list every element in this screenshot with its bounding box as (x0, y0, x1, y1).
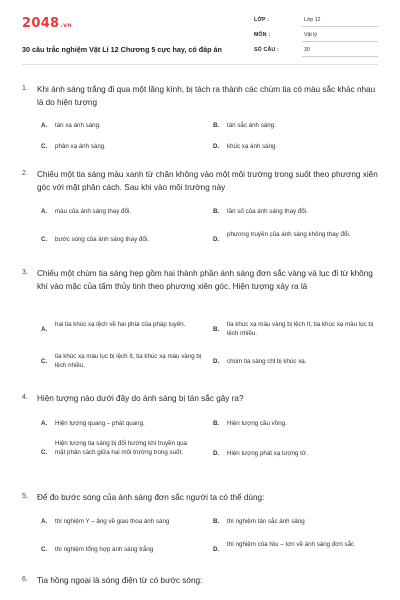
option-key: D. (213, 236, 220, 243)
option-text: tần số của ánh sáng thay đổi. (227, 208, 308, 215)
meta-label: LỚP : (254, 17, 270, 23)
question-text: Để đo bước sóng của ánh sáng đơn sắc người ta có thể dùng: (37, 493, 265, 502)
option-key: C. (41, 449, 48, 456)
question-number: 2. (22, 170, 28, 177)
option-key: B. (213, 326, 220, 333)
meta-value: Lớp 12 (304, 17, 321, 23)
question-text: Tia hồng ngoại là sóng điện từ có bước sóng: (37, 576, 203, 585)
option-text: Hiện tượng tia sáng bị đổi hướng khi truyền qua mặt phân cách giữa hai môi trường trong suốt. (55, 440, 187, 456)
option-key: D. (213, 450, 220, 457)
option-key: B. (213, 420, 220, 427)
option-text: thí nghiệm tán sắc ánh sáng (227, 518, 305, 525)
question-number: 5. (22, 493, 28, 500)
document-header (22, 14, 378, 64)
option-text: thí nghiệm tổng hợp ánh sáng trắng (55, 546, 154, 553)
option-text: phản xạ ánh sáng. (55, 143, 106, 150)
option-key: B. (213, 208, 220, 215)
option-text: thí nghiệm của Niu – tơn về ánh sáng đơn sắc (227, 541, 355, 548)
option-text: bước sóng của ánh sáng thay đổi. (55, 236, 149, 243)
option-key: A. (41, 326, 48, 333)
meta-row-subject (254, 29, 378, 44)
option-key: A. (41, 208, 48, 215)
question-text: Chiếu một chùm tia sáng hẹp gồm hai thành phần ánh sáng đơn sắc vàng và lục đi từ không khí vào mặc của tấm thủy tinh theo phương xiên góc. Hiện tượng xảy ra là (37, 269, 373, 291)
option-key: B. (213, 122, 220, 129)
option-key: C. (41, 143, 48, 150)
option-text: màu của ánh sáng thay đổi. (55, 208, 132, 215)
meta-row-class (254, 14, 378, 29)
question-text: Khi ánh sáng trắng đi qua một lăng kính, bị tách ra thành các chùm tia có màu sắc khác nhau là do hiện tượng (37, 85, 376, 107)
option-text: thí nghiệm Y – âng về giao thoa ánh sáng (55, 518, 170, 525)
option-text: Hiện tượng phát xạ lượng tử. (227, 450, 308, 457)
option-key: C. (41, 546, 48, 553)
question-number: 3. (22, 269, 28, 276)
question-text: Hiện tượng nào dưới đây do ánh sáng bị tán sắc gây ra? (37, 394, 244, 403)
option-key: A. (41, 420, 48, 427)
meta-underline (302, 26, 378, 27)
option-text: Hiện tượng cầu vồng. (227, 420, 287, 427)
meta-label: SỐ CÂU : (254, 47, 279, 53)
meta-underline (302, 56, 378, 57)
option-text: phương truyền của ánh sáng không thay đổi. (227, 231, 351, 238)
meta-underline (302, 41, 378, 42)
option-text: Hiện tượng quang – phát quang. (55, 420, 145, 427)
option-key: D. (213, 546, 220, 553)
option-text: hai tia khúc xạ lệch về hai phía của pháp tuyến. (55, 321, 186, 328)
meta-label: MÔN : (254, 32, 271, 38)
option-key: A. (41, 518, 48, 525)
header-divider (22, 64, 378, 65)
option-text: chùm tia sáng chỉ bị khúc xạ. (227, 358, 307, 365)
option-key: B. (213, 518, 220, 525)
option-key: D. (213, 143, 220, 150)
option-key: C. (41, 358, 48, 365)
option-text: tán xạ ánh sáng. (55, 122, 101, 129)
question-number: 4. (22, 394, 28, 401)
option-text: tia khúc xạ màu lục bị lệch ít, tia khúc xạ màu vàng bị lệch nhiều. (55, 353, 202, 369)
question-number: 1. (22, 85, 28, 92)
option-text: tán sắc ánh sáng. (227, 122, 276, 129)
option-text: tia khúc xạ màu vàng bị lệch ít, tia khúc xạ màu lục bị lệch nhiều. (227, 321, 374, 337)
document-title: 30 câu trắc nghiệm Vật Lí 12 Chương 5 cực hay, có đáp án (22, 45, 222, 54)
question-number: 6. (22, 576, 28, 583)
meta-value: Vật lý (304, 32, 317, 38)
site-logo[interactable]: 2048.vn (22, 16, 72, 31)
meta-value: 30 (304, 47, 310, 53)
option-key: A. (41, 122, 48, 129)
option-text: khúc xạ ánh sáng (227, 143, 276, 150)
question-text: Chiếu một tia sáng màu xanh từ chân không vào một môi trường trong suốt theo phương xiên góc với mặt phân cách. Sau khi vào môi trường này (37, 170, 378, 192)
document-meta (254, 14, 378, 59)
meta-row-count (254, 44, 378, 59)
option-key: D. (213, 358, 220, 365)
option-key: C. (41, 236, 48, 243)
